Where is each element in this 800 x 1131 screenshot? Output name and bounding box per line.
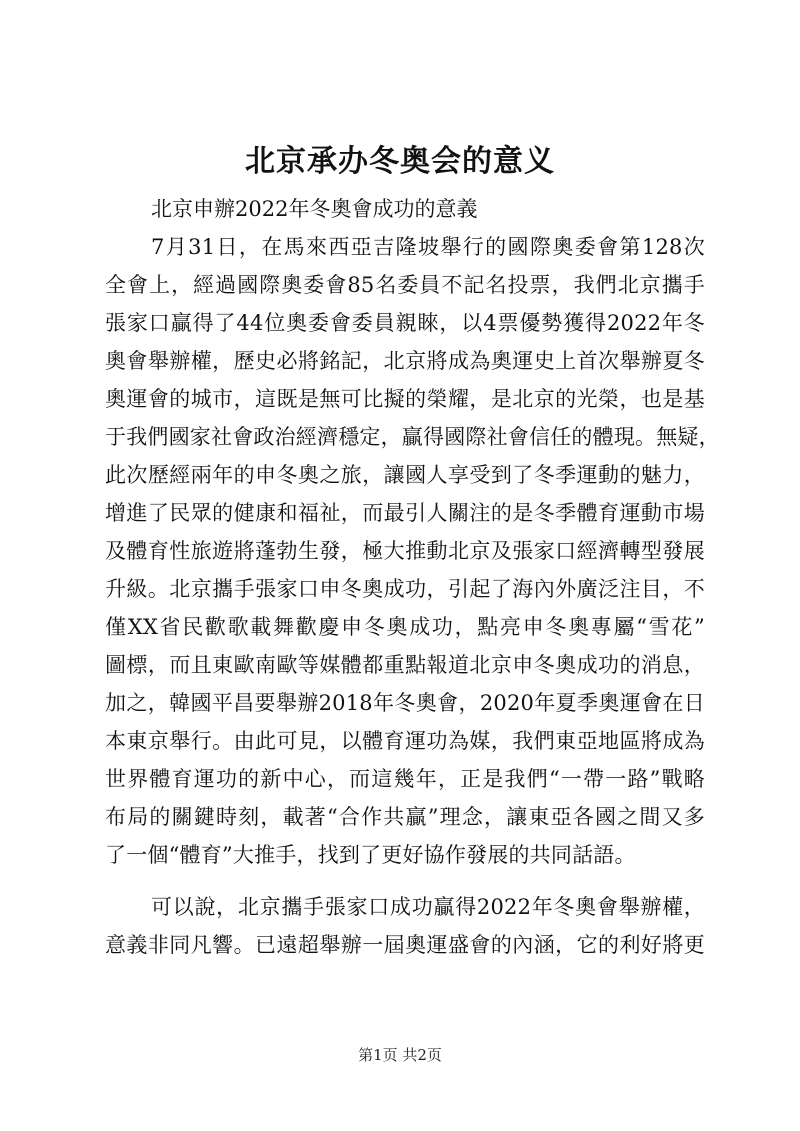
paragraph-line: 此次歷經兩年的申冬奧之旅，讓國人享受到了冬季運動的魅力， <box>105 463 705 487</box>
paragraph-line: 7月31日，在馬來西亞吉隆坡舉行的國際奧委會第128次 <box>151 235 705 259</box>
paragraph-line: 加之，韓國平昌要舉辦2018年冬奧會，2020年夏季奧運會在日 <box>105 691 705 715</box>
paragraph-line: 布局的關鍵時刻，載著“合作共贏”理念，讓東亞各國之間又多 <box>105 805 705 829</box>
paragraph-line: 意義非同凡響。已遠超舉辦一屆奧運盛會的內涵，它的利好將更 <box>105 933 705 957</box>
paragraph-line: 世界體育運功的新中心，而這幾年，正是我們“一帶一路”戰略 <box>105 767 705 791</box>
paragraph-line: 增進了民眾的健康和福祉，而最引人關注的是冬季體育運動市場 <box>105 501 705 525</box>
paragraph-line: 可以說，北京攜手張家口成功贏得2022年冬奧會舉辦權， <box>151 895 705 919</box>
paragraph-line: 本東京舉行。由此可見，以體育運功為媒，我們東亞地區將成為 <box>105 729 705 753</box>
paragraph-line: 了一個“體育”大推手，找到了更好協作發展的共同話語。 <box>105 843 636 867</box>
paragraph-line: 張家口贏得了44位奧委會委員親睞，以4票優勢獲得2022年冬 <box>105 311 705 335</box>
document-subtitle: 北京申辦2022年冬奧會成功的意義 <box>151 197 478 221</box>
paragraph-line: 圖標，而且東歐南歐等媒體都重點報道北京申冬奧成功的消息， <box>105 653 705 677</box>
paragraph-line: 奧運會的城市，這既是無可比擬的榮耀，是北京的光榮，也是基 <box>105 387 705 411</box>
paragraph-line: 全會上，經過國際奧委會85名委員不記名投票，我們北京攜手 <box>105 273 705 297</box>
paragraph-line: 僅XX省民歡歌載舞歡慶申冬奧成功，點亮申冬奧專屬“雪花” <box>105 615 705 639</box>
document-title: 北京承办冬奥会的意义 <box>245 144 555 179</box>
paragraph-line: 及體育性旅遊將蓬勃生發，極大推動北京及張家口經濟轉型發展 <box>105 539 705 563</box>
paragraph-line: 于我們國家社會政治經濟穩定，贏得國際社會信任的體現。無疑， <box>105 425 720 449</box>
paragraph-line: 升級。北京攜手張家口申冬奧成功，引起了海內外廣泛注目，不 <box>105 577 705 601</box>
page-number: 第1页 共2页 <box>358 1046 442 1064</box>
paragraph-line: 奧會舉辦權，歷史必將銘記，北京將成為奧運史上首次舉辦夏冬 <box>105 349 705 373</box>
